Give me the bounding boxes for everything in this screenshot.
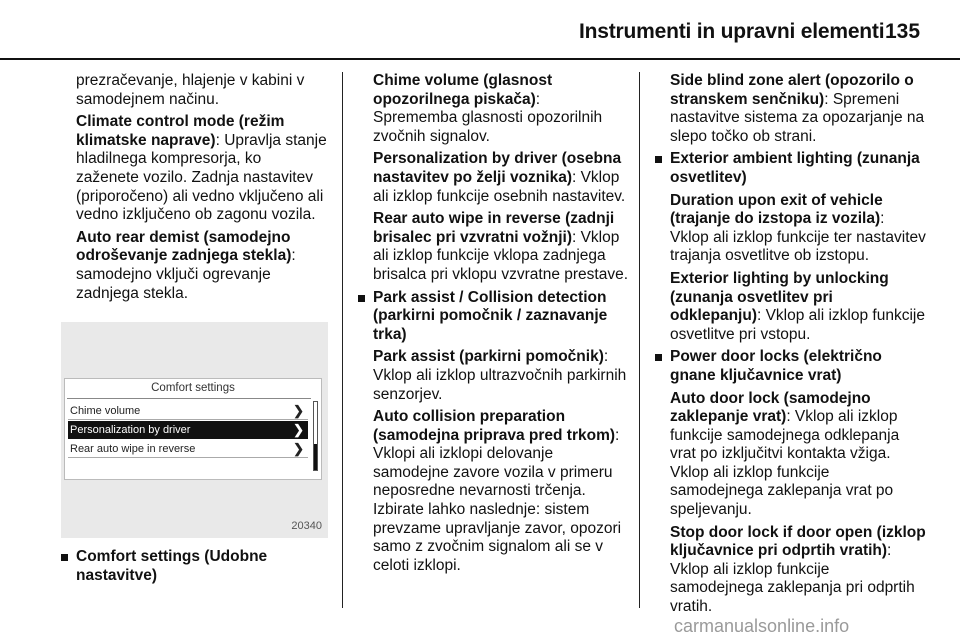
comfort-settings-figure — [61, 322, 328, 538]
term: Chime volume (glasnost opozorilnega piskača) — [373, 72, 553, 108]
paragraph-duration-upon-exit: Duration upon exit of vehicle (trajanje do izstopa iz vozila): Vklop ali izklop funkcije ter nastavitev trajanja osvetlitve ob izstopu. — [670, 191, 926, 265]
column-2 — [373, 72, 628, 579]
scrollbar-thumb — [314, 444, 317, 470]
paragraph-auto-collision: Auto collision preparation (samodejna priprava pred trkom): Vklopi ali izklopi delovanje samodejne zavore vozila v primeru neposredne nevarnosti trčenja. Izbirate lahko naslednje: sistem prevzame upravljanje zavor, opozori samo z zvočnim signalom ali se v celoti izklopi. — [373, 408, 622, 574]
paragraph: prezračevanje, hlajenje v kabini v samodejnem načinu. — [76, 72, 305, 108]
term: Exterior lighting by unlocking (zunanja osvetlitev pri odklepanju) — [670, 269, 889, 325]
chevron-right-icon: ❯ — [293, 422, 304, 437]
column-divider-2 — [639, 72, 640, 608]
term: Park assist (parkirni pomočnik) — [373, 348, 604, 366]
page-number: 135 — [885, 20, 921, 43]
menu-item-chime-volume: Chime volume ❯ — [68, 402, 308, 420]
menu-item-rear-auto-wipe: Rear auto wipe in reverse ❯ — [68, 440, 308, 458]
paragraph-park-assist: Park assist (parkirni pomočnik): Vklop ali izklop ultrazvočnih parkirnih senzorjev. — [373, 348, 627, 403]
display-screen — [64, 378, 322, 480]
bullet-park-assist: Park assist / Collision detection (parkirni pomočnik / zaznavanje trka) — [373, 289, 628, 345]
paragraph-lighting-by-unlocking: Exterior lighting by unlocking (zunanja osvetlitev pri odklepanju): Vklop ali izklop funkcije osvetlitve pri vstopu. — [670, 269, 925, 343]
term: Rear auto wipe in reverse (zadnji brisalec pri vzvratni vožnji) — [373, 210, 615, 246]
bullet-exterior-lighting: Exterior ambient lighting (zunanja osvetlitev) — [670, 150, 926, 187]
menu-item-personalization-by-driver: Personalization by driver ❯ — [68, 421, 308, 439]
chevron-right-icon: ❯ — [293, 403, 304, 418]
term: Climate control mode (režim klimatske naprave) — [76, 113, 285, 149]
term: Auto rear demist (samodejno odroševanje zadnjega stekla) — [76, 228, 292, 265]
paragraph-rear-auto-wipe: Rear auto wipe in reverse (zadnji brisalec pri vzvratni vožnji): Vklop ali izklop funkcije vklopa zadnjega brisalca pri vklopu vzvratne prestave. — [373, 210, 629, 283]
term: Auto door lock (samodejno zaklepanje vrat) — [670, 389, 871, 426]
divider — [67, 398, 311, 399]
column-3 — [670, 72, 926, 621]
paragraph-climate-control-mode: Climate control mode (režim klimatske naprave): Upravlja stanje hladilnega kompresorja, ko zaženete vozilo. Zadnja nastavitev (priporočeno) ali vedno vključeno ali vedno izključeno ob zagonu vozila. — [76, 113, 327, 224]
bullet-comfort-settings: Comfort settings (Udobne nastavitve) — [76, 548, 328, 585]
watermark: carmanualsonline.info — [674, 616, 850, 636]
page-title: Instrumenti in upravni elementi — [579, 20, 885, 43]
column-divider-1 — [342, 72, 343, 608]
term: Auto collision preparation (samodejna priprava pred trkom) — [373, 408, 616, 444]
term: Stop door lock if door open (izklop ključavnice pri odprtih vratih) — [670, 523, 926, 560]
paragraph-auto-door-lock: Auto door lock (samodejno zaklepanje vrat): Vklop ali izklop funkcije samodejnega odklepanja vrat po izključitvi kontakta vžiga. Vklop ali izklop funkcije samodejnega zaklepanja vrat po speljevanju. — [670, 389, 900, 519]
bullet-power-door-locks: Power door locks (električno gnane ključavnice vrat) — [670, 348, 926, 385]
paragraph-auto-rear-demist: Auto rear demist (samodejno odroševanje zadnjega stekla): samodejno vključi ogrevanje zadnjega stekla. — [76, 228, 296, 302]
chevron-right-icon: ❯ — [293, 441, 304, 456]
paragraph-stop-door-lock: Stop door lock if door open (izklop ključavnice pri odprtih vratih): Vklop ali izklop funkcije samodejnega zaklepanja pri odprtih vratih. — [670, 523, 926, 616]
term: Side blind zone alert (opozorilo o stranskem senčniku) — [670, 72, 914, 108]
term: Personalization by driver (osebna nastavitev po želji voznika) — [373, 150, 622, 186]
screen-title: Comfort settings — [151, 382, 235, 394]
paragraph-personalization: Personalization by driver (osebna nastavitev po želji voznika): Vklop ali izklop funkcije osebnih nastavitev. — [373, 150, 626, 205]
paragraph-chime-volume: Chime volume (glasnost opozorilnega piskača): Sprememba glasnosti opozorilnih zvočnih signalov. — [373, 72, 603, 145]
column-1 — [76, 72, 328, 307]
column-1-bottom — [76, 548, 328, 589]
figure-number: 20340 — [291, 520, 322, 532]
paragraph-side-blind-zone: Side blind zone alert (opozorilo o stranskem senčniku): Spremeni nastavitve sistema za opozarjanje na slepo točko ob strani. — [670, 72, 925, 145]
scrollbar — [313, 401, 318, 471]
page-header — [0, 0, 960, 60]
term: Duration upon exit of vehicle (trajanje do izstopa iz vozila) — [670, 191, 883, 228]
